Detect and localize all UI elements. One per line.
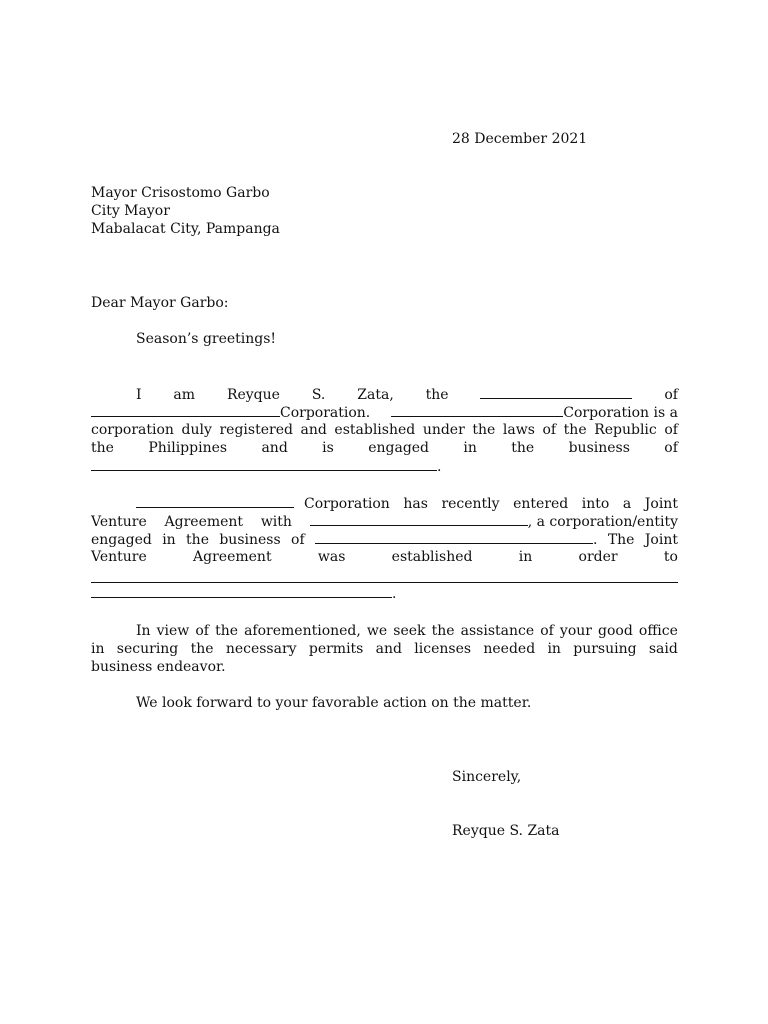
word: in <box>518 549 533 565</box>
word: is <box>322 440 334 456</box>
word: of <box>542 422 557 438</box>
word: of <box>664 387 678 403</box>
greeting: Season’s greetings! <box>136 331 277 347</box>
word: the <box>563 422 587 438</box>
word: securing <box>116 641 179 657</box>
paragraph1-line3 <box>91 421 678 439</box>
word: said <box>648 641 678 657</box>
letter-date: 28 December 2021 <box>452 131 588 147</box>
paragraph2-line3 <box>91 530 678 548</box>
word: Zata, <box>357 387 394 403</box>
paragraph2-line6 <box>91 584 396 602</box>
signature-name: Reyque S. Zata <box>452 823 560 839</box>
word: your <box>559 623 592 639</box>
word: the <box>215 623 238 639</box>
word: permits <box>308 641 364 657</box>
company-name-blank-3 <box>136 494 294 508</box>
salutation: Dear Mayor Garbo: <box>91 295 229 311</box>
paragraph1-line2 <box>91 403 678 421</box>
segment <box>91 403 370 422</box>
paragraph2-line1 <box>136 494 678 512</box>
word: Joint <box>644 496 678 512</box>
recipient-address: Mabalacat City, Pampanga <box>91 221 280 237</box>
word: and <box>300 422 327 438</box>
word: Reyque <box>226 387 280 403</box>
partner-business-blank <box>315 530 593 544</box>
word: and <box>261 440 288 456</box>
word: and <box>375 641 402 657</box>
word: the <box>431 623 455 639</box>
word: to <box>663 549 678 565</box>
word: the <box>190 641 214 657</box>
word: , a corporation/entity <box>527 514 678 530</box>
word: seek <box>393 623 426 639</box>
paragraph1-line5 <box>91 457 441 475</box>
word: recently <box>441 496 500 512</box>
purpose-blank-end <box>91 584 392 598</box>
word: engaged <box>368 440 430 456</box>
paragraph2-line2 <box>91 512 678 530</box>
word: . <box>593 532 598 548</box>
segment <box>136 494 390 513</box>
word: the <box>91 440 114 456</box>
word: aforementioned, <box>244 623 361 639</box>
word: assistance <box>460 623 535 639</box>
word: Agreement <box>164 514 244 530</box>
word: registered <box>219 422 293 438</box>
word: office <box>638 623 678 639</box>
word: of <box>291 532 305 548</box>
company-name-blank <box>91 403 280 417</box>
word: the <box>511 440 535 456</box>
word: business <box>568 440 630 456</box>
closing: Sincerely, <box>452 769 522 785</box>
recipient-title: City Mayor <box>91 203 170 219</box>
word: has <box>403 496 428 512</box>
word: order <box>578 549 618 565</box>
word: into <box>581 496 610 512</box>
word: laws <box>502 422 535 438</box>
word: Joint <box>644 532 678 548</box>
word: S. <box>311 387 326 403</box>
word: Venture <box>91 549 147 565</box>
word: Philippines <box>148 440 228 456</box>
word: . <box>437 459 442 475</box>
word: am <box>173 387 196 403</box>
word: we <box>366 623 388 639</box>
word: of <box>664 440 678 456</box>
word: Corporation. <box>280 405 371 421</box>
segment <box>310 512 678 531</box>
word: with <box>260 514 292 530</box>
word: was <box>317 549 346 565</box>
word: necessary <box>225 641 297 657</box>
partner-name-blank <box>310 512 528 526</box>
word: established <box>391 549 473 565</box>
word: a <box>622 496 632 512</box>
paragraph1-line4 <box>91 439 678 457</box>
word: in <box>547 641 561 657</box>
paragraph3-line3: business endeavor. <box>91 659 226 675</box>
word: established <box>334 422 416 438</box>
word: Venture <box>91 514 147 530</box>
word: the <box>186 532 209 548</box>
word: licenses <box>414 641 472 657</box>
word: view <box>156 623 190 639</box>
paragraph3-line2 <box>91 640 678 658</box>
word: of <box>195 623 209 639</box>
word: pursuing <box>573 641 637 657</box>
word: of <box>540 623 554 639</box>
paragraph1-line1 <box>136 385 678 403</box>
segment <box>391 403 678 422</box>
word: good <box>598 623 633 639</box>
business-blank <box>91 457 437 471</box>
word: the <box>425 387 449 403</box>
word: Corporation <box>304 496 390 512</box>
word: business <box>219 532 281 548</box>
word: Republic <box>594 422 657 438</box>
word: corporation <box>91 422 174 438</box>
word: duly <box>181 422 212 438</box>
position-blank <box>480 385 632 399</box>
word: Corporation is a <box>563 405 678 421</box>
word: in <box>463 440 477 456</box>
segment <box>315 530 597 549</box>
company-name-blank-2 <box>391 403 563 417</box>
word: . <box>392 586 397 602</box>
word: engaged <box>91 532 152 548</box>
word: I <box>136 387 142 403</box>
word: In <box>136 623 151 639</box>
paragraph2-line4 <box>91 548 678 566</box>
recipient-name: Mayor Crisostomo Garbo <box>91 185 270 201</box>
paragraph3-line1 <box>136 622 678 640</box>
word: in <box>162 532 176 548</box>
paragraph4: We look forward to your favorable action on the matter. <box>136 695 532 711</box>
word: Agreement <box>193 549 272 565</box>
purpose-blank-full <box>91 582 678 583</box>
word: the <box>472 422 496 438</box>
word: entered <box>513 496 569 512</box>
word: under <box>422 422 465 438</box>
word: in <box>91 641 105 657</box>
word: needed <box>483 641 536 657</box>
word: of <box>664 422 678 438</box>
word: The <box>607 532 635 548</box>
